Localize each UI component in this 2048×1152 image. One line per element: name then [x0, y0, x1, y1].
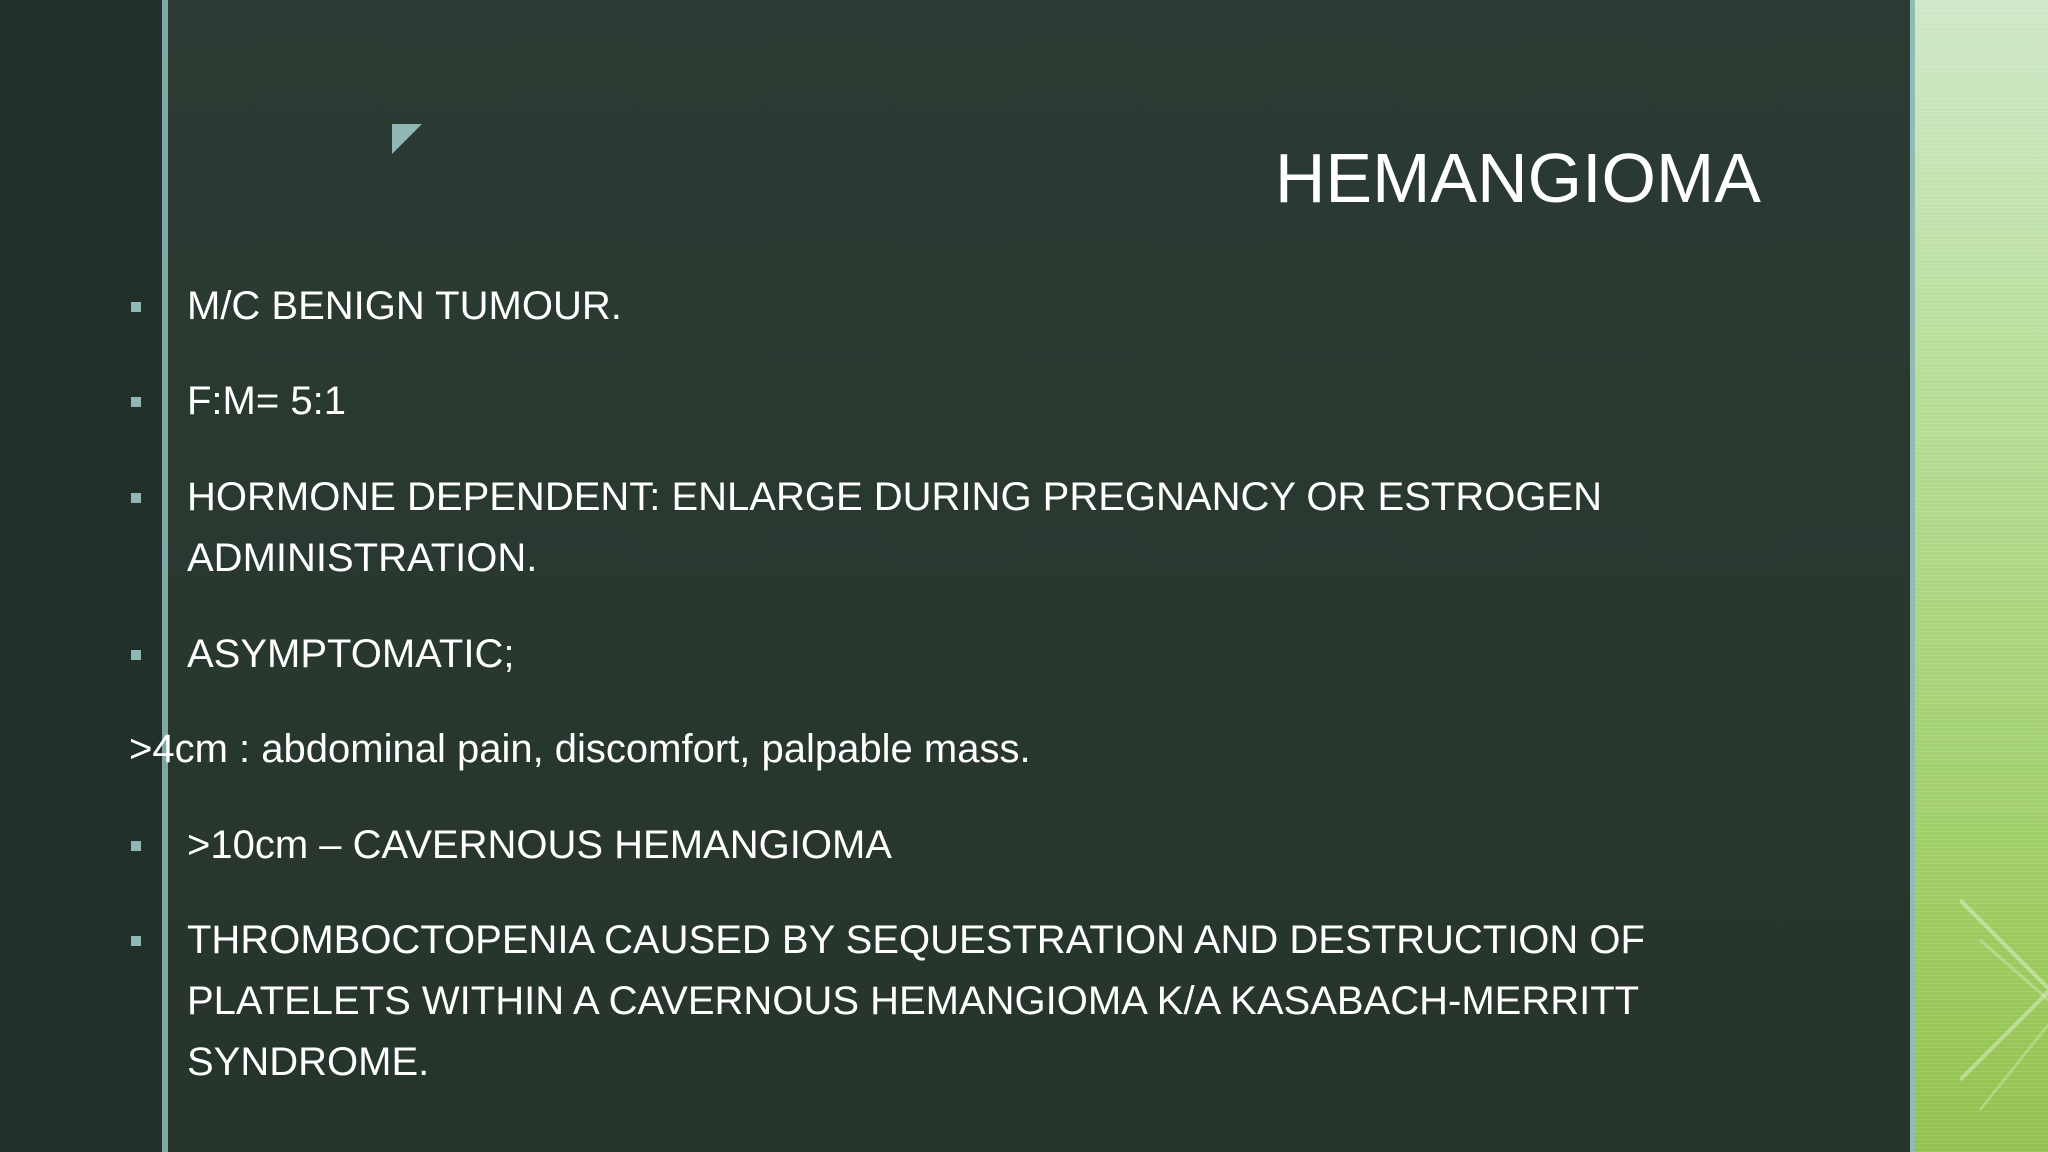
square-bullet-icon: [131, 936, 141, 946]
list-item-text: F:M= 5:1: [187, 379, 346, 423]
square-bullet-icon: [131, 650, 141, 660]
sub-line-text: >4cm : abdominal pain, discomfort, palpable mass.: [129, 727, 1031, 771]
square-bullet-icon: [131, 397, 141, 407]
list-item-text: ASYMPTOMATIC;: [187, 632, 515, 676]
square-bullet-icon: [131, 841, 141, 851]
square-bullet-icon: [131, 302, 141, 312]
list-item-text: HORMONE DEPENDENT: ENLARGE DURING PREGNANCY OR ESTROGEN ADMINISTRATION.: [187, 475, 1603, 580]
list-item-text: M/C BENIGN TUMOUR.: [187, 284, 622, 328]
square-bullet-icon: [131, 493, 141, 503]
list-item-text: THROMBOCTOPENIA CAUSED BY SEQUESTRATION AND DESTRUCTION OF PLATELETS WITHIN A CAVERNOUS HEMANGIOMA K/A KASABACH-MERRITT SYNDROME.: [187, 918, 1645, 1084]
slide-title: HEMANGIOMA: [1274, 139, 1761, 217]
list-item-text: >10cm – CAVERNOUS HEMANGIOMA: [187, 823, 892, 867]
